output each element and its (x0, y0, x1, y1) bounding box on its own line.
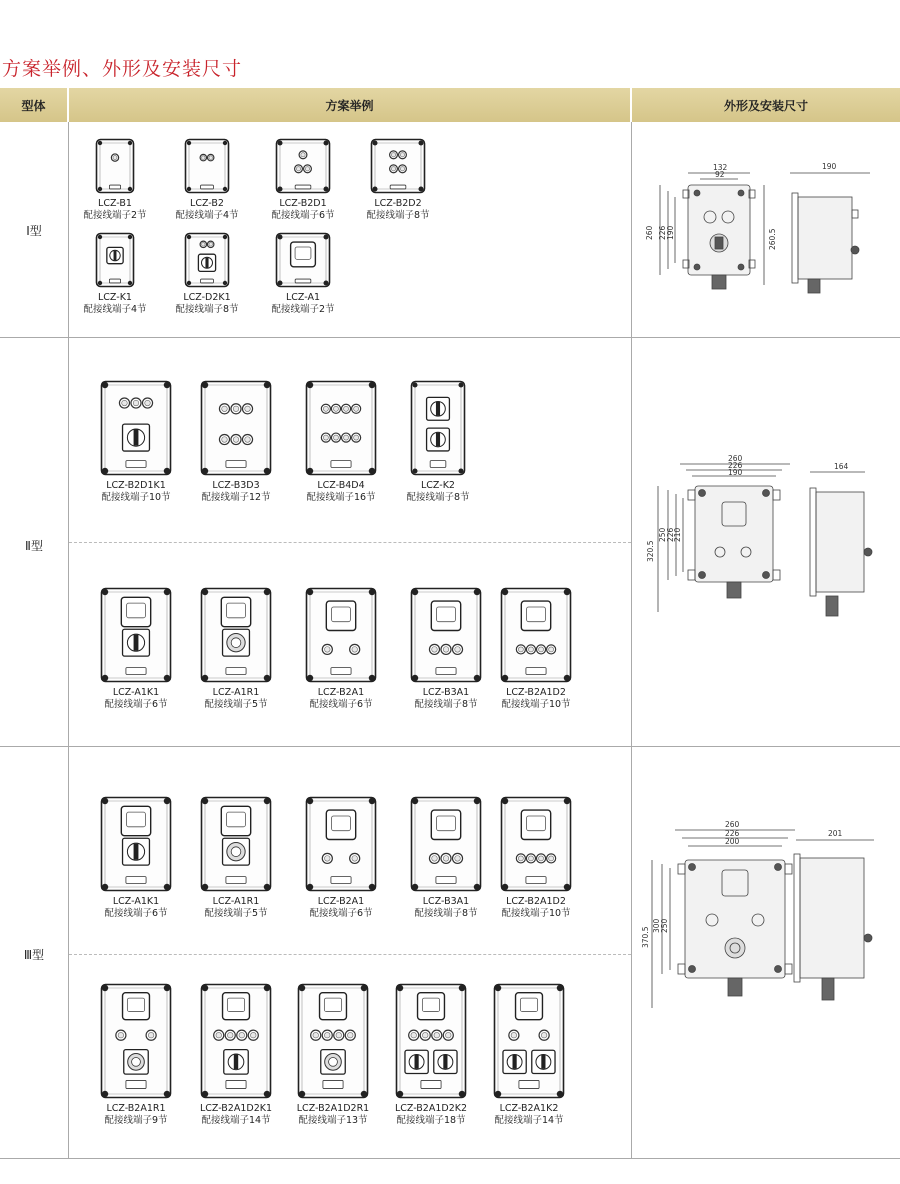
control-box-drawing (275, 232, 331, 288)
dim-III-w1: 260 (725, 820, 740, 829)
scheme-terminals: 配接线端子5节 (204, 908, 268, 919)
scheme-terminals: 配接线端子5节 (204, 699, 268, 710)
scheme-model: LCZ-B2 (190, 198, 224, 209)
scheme-item (401, 796, 491, 920)
sub-divider-III (69, 954, 631, 955)
scheme-model: LCZ-B2D1 (279, 198, 327, 209)
scheme-terminals: 配接线端子8节 (175, 304, 239, 315)
scheme-terminals: 配接线端子6节 (104, 699, 168, 710)
scheme-model: LCZ-B2A1D2 (506, 896, 566, 907)
control-box-drawing (200, 380, 272, 476)
scheme-terminals: 配接线端子6节 (104, 908, 168, 919)
dim-I-h3: 190 (666, 225, 675, 240)
dim-I-h2: 226 (658, 225, 667, 240)
scheme-model: LCZ-K2 (421, 480, 455, 491)
scheme-item (191, 983, 281, 1127)
scheme-terminals: 配接线端子14节 (494, 1115, 564, 1126)
scheme-terminals: 配接线端子8节 (414, 908, 478, 919)
control-box-drawing (200, 983, 272, 1099)
header-dims: 外形及安装尺寸 (632, 88, 900, 122)
scheme-item (296, 587, 386, 711)
scheme-item (484, 983, 574, 1127)
control-box-drawing (305, 587, 377, 683)
scheme-terminals: 配接线端子6节 (309, 908, 373, 919)
control-box-drawing (200, 587, 272, 683)
scheme-model: LCZ-B3D3 (212, 480, 260, 491)
control-box-drawing (200, 796, 272, 892)
scheme-item (91, 380, 181, 504)
scheme-terminals: 配接线端子6节 (271, 210, 335, 221)
scheme-model: LCZ-D2K1 (183, 292, 231, 303)
scheme-model: LCZ-A1K1 (112, 687, 160, 698)
dim-II-w2: 226 (728, 461, 743, 470)
scheme-item (70, 138, 160, 222)
scheme-model: LCZ-K1 (98, 292, 132, 303)
scheme-terminals: 配接线端子9节 (104, 1115, 168, 1126)
scheme-item (393, 380, 483, 504)
scheme-item (491, 796, 581, 920)
row-label-I: Ⅰ型 (26, 224, 42, 238)
control-box-drawing (395, 983, 467, 1099)
scheme-model: LCZ-B2D1K1 (106, 480, 166, 491)
scheme-item (258, 232, 348, 316)
col-divider-2 (631, 122, 632, 1158)
scheme-model: LCZ-B2A1D2K1 (199, 1103, 273, 1114)
dim-III-h2: 300 (652, 918, 661, 933)
scheme-terminals: 配接线端子13节 (298, 1115, 368, 1126)
scheme-model: LCZ-B2D2 (374, 198, 422, 209)
scheme-model: LCZ-B2A1D2 (506, 687, 566, 698)
control-box-drawing (500, 796, 572, 892)
scheme-terminals: 配接线端子10节 (501, 699, 571, 710)
control-box-drawing (95, 138, 135, 194)
scheme-item (288, 983, 378, 1127)
control-box-drawing (297, 983, 369, 1099)
dims-drawing-III (640, 818, 890, 1018)
dim-III-h3: 250 (660, 918, 669, 933)
control-box-drawing (100, 587, 172, 683)
scheme-terminals: 配接线端子18节 (396, 1115, 466, 1126)
scheme-model: LCZ-B2A1 (317, 687, 365, 698)
scheme-terminals: 配接线端子4节 (175, 210, 239, 221)
control-box-drawing (275, 138, 331, 194)
scheme-model: LCZ-B2A1D2R1 (296, 1103, 370, 1114)
dim-III-w2: 226 (725, 829, 740, 838)
control-box-drawing (100, 983, 172, 1099)
dim-II-h4: 210 (673, 527, 682, 542)
scheme-terminals: 配接线端子8节 (406, 492, 470, 503)
control-box-drawing (370, 138, 426, 194)
scheme-model: LCZ-B2A1K2 (499, 1103, 559, 1114)
scheme-terminals: 配接线端子16节 (306, 492, 376, 503)
scheme-item (353, 138, 443, 222)
control-box-drawing (100, 380, 172, 476)
control-box-drawing (184, 138, 230, 194)
dims-drawing-I (640, 155, 890, 315)
scheme-terminals: 配接线端子6节 (309, 699, 373, 710)
dim-I-depth: 190 (822, 162, 837, 171)
scheme-item (401, 587, 491, 711)
scheme-terminals: 配接线端子4节 (83, 304, 147, 315)
scheme-terminals: 配接线端子8节 (366, 210, 430, 221)
page-title: 方案举例、外形及安装尺寸 (2, 58, 243, 80)
header-examples: 方案举例 (69, 88, 630, 122)
dim-II-w1: 260 (728, 454, 743, 463)
scheme-model: LCZ-A1R1 (212, 896, 260, 907)
dim-I-h1: 260 (645, 225, 654, 240)
control-box-drawing (500, 587, 572, 683)
scheme-item (91, 796, 181, 920)
scheme-item (386, 983, 476, 1127)
scheme-model: LCZ-A1K1 (112, 896, 160, 907)
dim-I-w2: 92 (715, 170, 725, 179)
dim-II-w3: 190 (728, 468, 743, 477)
row-divider-2 (0, 746, 900, 747)
scheme-model: LCZ-B1 (98, 198, 132, 209)
row-divider-3 (0, 1158, 900, 1159)
control-box-drawing (493, 983, 565, 1099)
scheme-terminals: 配接线端子12节 (201, 492, 271, 503)
row-divider-1 (0, 337, 900, 338)
scheme-model: LCZ-B2A1D2K2 (394, 1103, 468, 1114)
dim-III-depth: 201 (828, 829, 843, 838)
scheme-item (91, 983, 181, 1127)
scheme-item (491, 587, 581, 711)
scheme-item (70, 232, 160, 316)
scheme-terminals: 配接线端子8节 (414, 699, 478, 710)
scheme-item (91, 587, 181, 711)
control-box-drawing (95, 232, 135, 288)
col-divider-1 (68, 122, 69, 1158)
scheme-terminals: 配接线端子14节 (201, 1115, 271, 1126)
row-label-II: Ⅱ型 (25, 539, 43, 553)
control-box-drawing (410, 380, 466, 476)
row-label-III: Ⅲ型 (23, 948, 45, 962)
control-box-drawing (305, 796, 377, 892)
control-box-drawing (184, 232, 230, 288)
scheme-terminals: 配接线端子2节 (271, 304, 335, 315)
scheme-item (258, 138, 348, 222)
dim-II-h1: 320.5 (646, 540, 655, 562)
scheme-item (296, 380, 386, 504)
control-box-drawing (410, 796, 482, 892)
scheme-terminals: 配接线端子2节 (83, 210, 147, 221)
scheme-model: LCZ-B4D4 (317, 480, 365, 491)
scheme-terminals: 配接线端子10节 (101, 492, 171, 503)
dim-I-h4: 260.5 (768, 228, 777, 250)
header-type: 型体 (0, 88, 67, 122)
scheme-item (191, 587, 281, 711)
scheme-model: LCZ-B2A1R1 (106, 1103, 166, 1114)
control-box-drawing (410, 587, 482, 683)
scheme-model: LCZ-B3A1 (422, 687, 470, 698)
scheme-model: LCZ-A1R1 (212, 687, 260, 698)
scheme-item (191, 796, 281, 920)
dim-II-h2: 250 (658, 527, 667, 542)
scheme-model: LCZ-B2A1 (317, 896, 365, 907)
scheme-item (296, 796, 386, 920)
control-box-drawing (100, 796, 172, 892)
scheme-model: LCZ-A1 (285, 292, 321, 303)
scheme-terminals: 配接线端子10节 (501, 908, 571, 919)
sub-divider-II (69, 542, 631, 543)
dim-III-h1: 370.5 (641, 926, 650, 948)
scheme-item (162, 232, 252, 316)
control-box-drawing (305, 380, 377, 476)
scheme-item (191, 380, 281, 504)
dim-II-h3: 226 (666, 527, 675, 542)
scheme-model: LCZ-B3A1 (422, 896, 470, 907)
dim-III-w3: 200 (725, 837, 740, 846)
scheme-item (162, 138, 252, 222)
dim-I-w1: 132 (713, 163, 728, 172)
dims-drawing-II (640, 452, 890, 632)
dim-II-depth: 164 (834, 462, 849, 471)
